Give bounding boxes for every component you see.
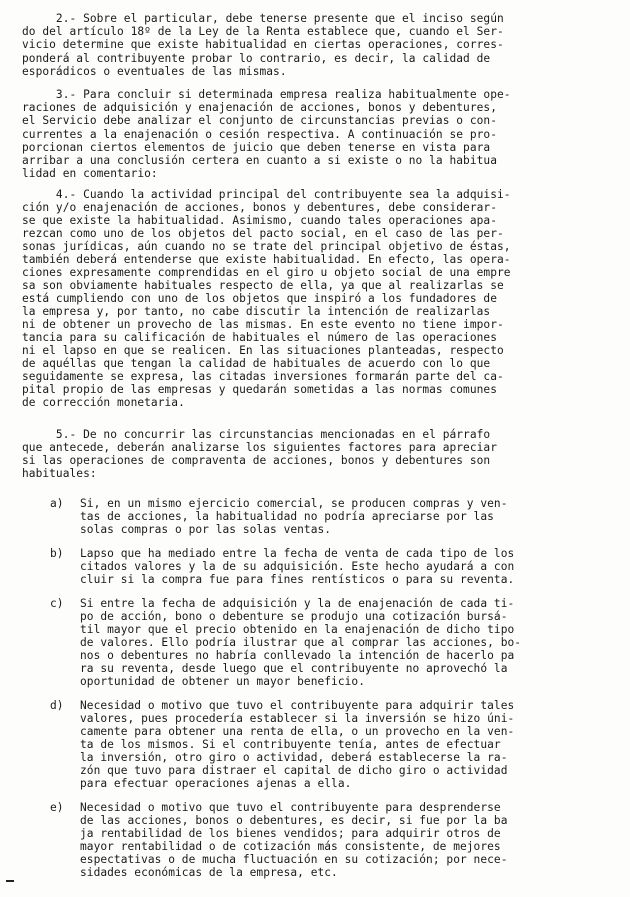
- paragraph-line: la empresa y, por tanto, no cabe discutir la intención de realizarlas: [22, 305, 491, 318]
- list-item-line: til mayor que el precio obtenido en la enajenación de dicho tipo: [80, 623, 515, 636]
- paragraph-line: el Servicio debe analizar el conjunto de circunstancias previas o con-: [22, 114, 497, 127]
- list-item-line: po de acción, bono o debenture se produjo una cotización bursá-: [80, 610, 508, 623]
- paragraph-line: habituales:: [22, 467, 97, 480]
- list-item-line: ra su reventa, desde luego que el contribuyente no aprovechó la: [80, 662, 508, 675]
- paragraph-line: currentes a la enajenación o cesión respectiva. A continuación se pro-: [22, 128, 497, 141]
- list-item-line: nos o debentures no habría conllevado la intención de hacerlo pa: [80, 649, 515, 662]
- list-item-line: citados valores y la de su adquisición. Este hecho ayudará a con: [80, 560, 515, 573]
- list-item-line: ja rentabilidad de los bienes vendidos; para adquirir otros de: [80, 827, 501, 840]
- list-item-label: e): [50, 801, 64, 814]
- paragraph-line: que antecede, deberán analizarse los siguientes factores para apreciar: [22, 441, 497, 454]
- paragraph-line: de corrección monetaria.: [22, 396, 185, 409]
- list-item-line: para efectuar operaciones ajenas a ella.: [80, 777, 352, 790]
- paragraph-line: ni el lapso en que se realicen. En las situaciones planteadas, respecto: [22, 344, 504, 357]
- paragraph-line: se que existe la habitualidad. Asimismo, cuando tales operaciones apa-: [22, 214, 497, 227]
- paragraph-line: seguidamente se expresa, las citadas inversiones formarán parte del ca-: [22, 370, 504, 383]
- paragraph-line: también deberá entenderse que existe habitualidad. En efecto, las opera-: [22, 253, 511, 266]
- paragraph-line: rezcan como uno de los objetos del pacto social, en el caso de las per-: [22, 227, 504, 240]
- paragraph-line: 3.- Para concluir si determinada empresa realiza habitualmente ope-: [22, 88, 511, 101]
- list-item-line: solas compras o por las solas ventas.: [80, 523, 332, 536]
- paragraph-line: lidad en comentario:: [22, 167, 158, 180]
- paragraph-line: está cumpliendo con uno de los objetos que inspiró a los fundadores de: [22, 292, 497, 305]
- paragraph-line: sonas jurídicas, aún cuando no se trate del principal objetivo de éstas,: [22, 240, 511, 253]
- list-item-label: d): [50, 699, 64, 712]
- margin-mark: [6, 880, 14, 882]
- paragraph-line: ponderá al contribuyente probar lo contrario, es decir, la calidad de: [22, 52, 491, 65]
- paragraph-line: de aquéllas que tengan la calidad de habituales de acuerdo con lo que: [22, 357, 491, 370]
- paragraph-line: 5.- De no concurrir las circunstancias mencionadas en el párrafo: [22, 428, 491, 441]
- list-item-line: Lapso que ha mediado entre la fecha de venta de cada tipo de los: [80, 547, 515, 560]
- list-item-line: Si entre la fecha de adquisición y la de enajenación de cada ti-: [80, 597, 515, 610]
- paragraph-line: raciones de adquisición y enajenación de acciones, bonos y debentures,: [22, 101, 497, 114]
- list-item-line: de las acciones, bonos o debentures, es decir, si fue por la ba: [80, 814, 508, 827]
- paragraph-line: esporádicos o eventuales de las mismas.: [22, 65, 287, 78]
- paragraph-line: 4.- Cuando la actividad principal del contribuyente sea la adquisi-: [22, 188, 511, 201]
- list-item-line: cluir si la compra fue para fines rentísticos o para su reventa.: [80, 573, 515, 586]
- list-item-line: zón que tuvo para distraer el capital de dicho giro o actividad: [80, 764, 508, 777]
- list-item-line: valores, pues procedería establecer si la inversión se hizo úni-: [80, 712, 515, 725]
- list-item-label: b): [50, 547, 64, 560]
- list-item-line: camente para obtener una renta de ella, o un provecho en la ven-: [80, 725, 515, 738]
- paragraph-line: ni de obtener un provecho de las mismas. En este evento no tiene impor-: [22, 318, 504, 331]
- paragraph-line: 2.- Sobre el particular, debe tenerse presente que el inciso según: [22, 12, 504, 25]
- paragraph-line: do del artículo 18º de la Ley de la Renta establece que, cuando el Ser-: [22, 25, 504, 38]
- paragraph-line: pital propio de las empresas y quedarán sometidas a las normas comunes: [22, 383, 497, 396]
- list-item-line: oportunidad de obtener un mayor beneficio.: [80, 675, 365, 688]
- list-item-line: Necesidad o motivo que tuvo el contribuyente para desprenderse: [80, 801, 501, 814]
- paragraph-line: vicio determine que existe habitualidad en ciertas operaciones, corres-: [22, 38, 504, 51]
- paragraph-line: arribar a una conclusión certera en cuanto a si existe o no la habitua: [22, 154, 497, 167]
- list-item-line: tas de acciones, la habitualidad no podría apreciarse por las: [80, 510, 494, 523]
- list-item-line: mayor rentabilidad o de cotización más consistente, de mejores: [80, 840, 501, 853]
- list-item-line: Si, en un mismo ejercicio comercial, se producen compras y ven-: [80, 497, 508, 510]
- list-item-line: ta de los mismos. Si el contribuyente tenía, antes de efectuar: [80, 738, 501, 751]
- list-item-line: la inversión, otro giro o actividad, deberá establecerse la ra-: [80, 751, 508, 764]
- list-item-label: c): [50, 597, 64, 610]
- paragraph-line: porcionan ciertos elementos de juicio que deben tenerse en vista para: [22, 141, 491, 154]
- paragraph-line: ción y/o enajenación de acciones, bonos y debentures, debe considerar-: [22, 201, 497, 214]
- list-item-line: sidades económicas de la empresa, etc.: [80, 866, 338, 879]
- list-item-label: a): [50, 497, 64, 510]
- list-item-line: de valores. Ello podría ilustrar que al comprar las acciones, bo-: [80, 636, 522, 649]
- paragraph-line: tancia para su calificación de habituales el número de las operaciones: [22, 331, 497, 344]
- paragraph-line: ciones expresamente comprendidas en el giro u objeto social de una empre: [22, 266, 511, 279]
- list-item-line: espectativas o de mucha fluctuación en su cotización; por nece-: [80, 853, 508, 866]
- paragraph-line: sa son obviamente habituales respecto de ella, ya que al realizarlas se: [22, 279, 504, 292]
- list-item-line: Necesidad o motivo que tuvo el contribuyente para adquirir tales: [80, 699, 515, 712]
- paragraph-line: si las operaciones de compraventa de acciones, bonos y debentures son: [22, 454, 491, 467]
